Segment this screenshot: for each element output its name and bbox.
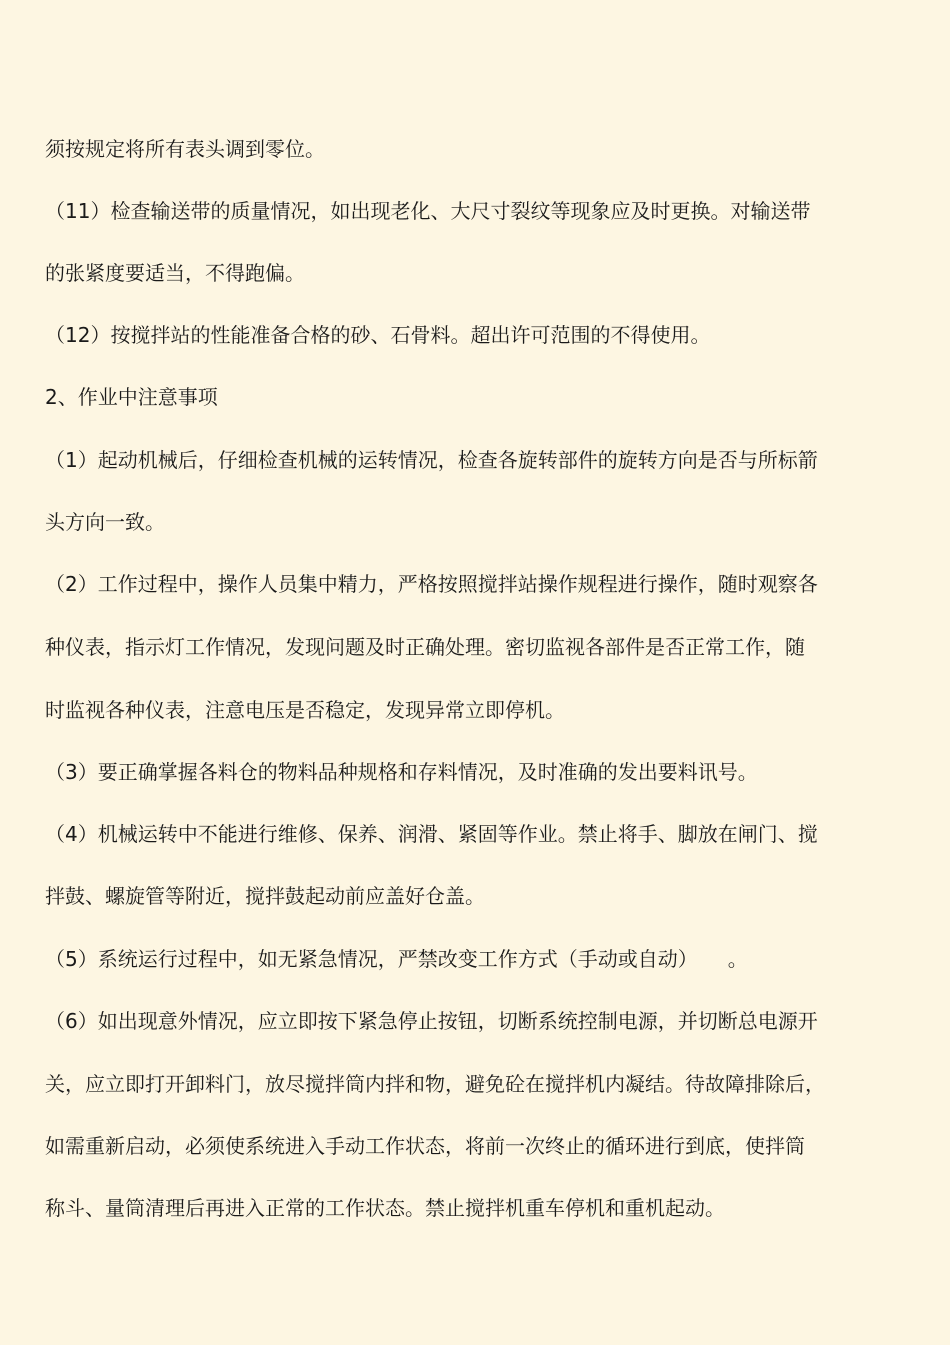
text-line: （2）工作过程中，操作人员集中精力，严格按照搅拌站操作规程进行操作，随时观察各 [45, 572, 818, 596]
text-line: （11）检查输送带的质量情况，如出现老化、大尺寸裂纹等现象应及时更换。对输送带 [45, 199, 811, 223]
text-line: 关，应立即打开卸料门，放尽搅拌筒内拌和物，避免砼在搅拌机内凝结。待故障排除后， [45, 1072, 825, 1096]
text-line: （5）系统运行过程中，如无紧急情况，严禁改变工作方式（手动或自动） 。 [45, 947, 748, 971]
text-line: （1）起动机械后，仔细检查机械的运转情况，检查各旋转部件的旋转方向是否与所标箭 [45, 448, 818, 472]
text-line: 头方向一致。 [45, 510, 165, 534]
text-line: 须按规定将所有表头调到零位。 [45, 137, 325, 161]
text-line: 时监视各种仪表，注意电压是否稳定，发现异常立即停机。 [45, 698, 565, 722]
section-heading: 2、作业中注意事项 [45, 385, 218, 409]
text-line: （6）如出现意外情况，应立即按下紧急停止按钮，切断系统控制电源，并切断总电源开 [45, 1009, 818, 1033]
text-line: 拌鼓、螺旋管等附近，搅拌鼓起动前应盖好仓盖。 [45, 884, 485, 908]
text-line: （4）机械运转中不能进行维修、保养、润滑、紧固等作业。禁止将手、脚放在闸门、搅 [45, 822, 818, 846]
text-line: 如需重新启动，必须使系统进入手动工作状态，将前一次终止的循环进行到底，使拌筒 [45, 1134, 805, 1158]
text-line: 种仪表，指示灯工作情况，发现问题及时正确处理。密切监视各部件是否正常工作，随 [45, 635, 805, 659]
text-line: 称斗、量筒清理后再进入正常的工作状态。禁止搅拌机重车停机和重机起动。 [45, 1196, 725, 1220]
text-line: 的张紧度要适当，不得跑偏。 [45, 261, 305, 285]
text-line: （3）要正确掌握各料仓的物料品种规格和存料情况，及时准确的发出要料讯号。 [45, 760, 758, 784]
text-line: （12）按搅拌站的性能准备合格的砂、石骨料。超出许可范围的不得使用。 [45, 323, 711, 347]
